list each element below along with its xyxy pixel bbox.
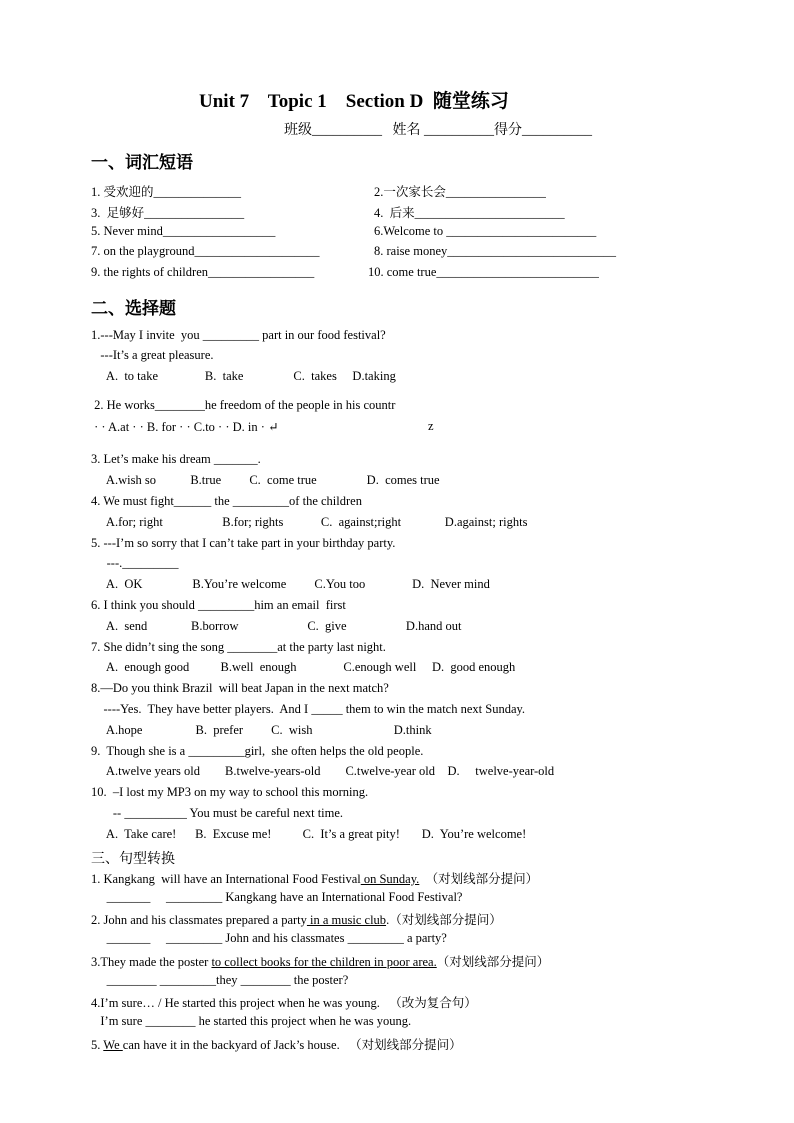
- vocab-item: 2.一次家长会________________: [374, 185, 546, 199]
- mc-line: 2. He works________he freedom of the people in his countr: [91, 398, 396, 412]
- mc-line: 10. –I lost my MP3 on my way to school this morning.: [91, 785, 369, 799]
- mc-line: A.hope B. prefer C. wish D.think: [91, 723, 432, 737]
- mc-line: A.for; right B.for; rights C. against;right D.against; rights: [91, 515, 528, 529]
- transform-line: 3.They made the poster to collect books for the children in poor area.（对划线部分提问）: [91, 955, 550, 969]
- transform-line: 1. Kangkang will have an International Food Festival on Sunday. （对划线部分提问）: [91, 872, 539, 886]
- mc-line: A. send B.borrow C. give D.hand out: [91, 619, 462, 633]
- mc-line: ---It’s a great pleasure.: [91, 348, 214, 362]
- mc-line: -- __________ You must be careful next time.: [91, 806, 344, 820]
- transform-line: 2. John and his classmates prepared a party in a music club.（对划线部分提问）: [91, 913, 502, 927]
- mc-line: 8.—Do you think Brazil will beat Japan in the next match?: [91, 681, 389, 695]
- mc-line: 4. We must fight______ the _________of the children: [91, 494, 362, 508]
- mc-line: 1.---May I invite you _________ part in our food festival?: [91, 328, 386, 342]
- vocab-item: 3. 足够好________________: [91, 206, 245, 220]
- mc-line: 5. ---I’m so sorry that I can’t take part in your birthday party.: [91, 536, 396, 550]
- transform-line: _______ _________ Kangkang have an International Food Festival?: [91, 890, 463, 904]
- vocab-item: 7. on the playground____________________: [91, 244, 320, 258]
- transform-line: ________ _________they ________ the poster?: [91, 973, 349, 987]
- mc-line: 9. Though she is a _________girl, she often helps the old people.: [91, 744, 424, 758]
- mc-line: 6. I think you should _________him an email first: [91, 598, 346, 612]
- header-fields: 班级__________ 姓名 __________得分__________: [284, 123, 592, 138]
- mc-line: · · A.at · · B. for · · C.to · · D. in · ↵: [91, 420, 279, 434]
- vocab-item: 9. the rights of children_________________: [91, 265, 315, 279]
- mc-line: A. OK B.You’re welcome C.You too D. Never mind: [91, 577, 490, 591]
- transform-line: _______ _________ John and his classmates _________ a party?: [91, 931, 447, 945]
- mc-line: A.wish so B.true C. come true D. comes true: [91, 473, 440, 487]
- transform-line: I’m sure ________ he started this project when he was young.: [91, 1014, 412, 1028]
- mc-line: A. to take B. take C. takes D.taking: [91, 369, 396, 383]
- stray-mark: z: [428, 419, 434, 433]
- transform-line: 5. We can have it in the backyard of Jack’s house. （对划线部分提问）: [91, 1038, 462, 1052]
- section-2-heading: 二、选择题: [91, 299, 176, 319]
- vocab-item: 6.Welcome to ________________________: [374, 224, 597, 238]
- vocab-item: 1. 受欢迎的______________: [91, 185, 242, 199]
- mc-line: A.twelve years old B.twelve-years-old C.twelve-year old D. twelve-year-old: [91, 764, 555, 778]
- mc-line: ----Yes. They have better players. And I _____ them to win the match next Sunday.: [91, 702, 526, 716]
- section-1-heading: 一、词汇短语: [91, 153, 193, 173]
- mc-line: A. Take care! B. Excuse me! C. It’s a great pity! D. You’re welcome!: [91, 827, 527, 841]
- mc-line: 3. Let’s make his dream _______.: [91, 452, 261, 466]
- vocab-item: 10. come true__________________________: [368, 265, 599, 279]
- vocab-item: 4. 后来________________________: [374, 206, 565, 220]
- mc-line: A. enough good B.well enough C.enough well D. good enough: [91, 660, 516, 674]
- mc-line: 7. She didn’t sing the song ________at the party last night.: [91, 640, 386, 654]
- vocab-item: 5. Never mind__________________: [91, 224, 276, 238]
- page-title: Unit 7 Topic 1 Section D 随堂练习: [199, 91, 509, 112]
- transform-line: 4.I’m sure… / He started this project when he was young. （改为复合句）: [91, 996, 477, 1010]
- vocab-item: 8. raise money___________________________: [374, 244, 616, 258]
- mc-line: ---._________: [91, 556, 179, 570]
- section-3-heading: 三、句型转换: [91, 851, 175, 867]
